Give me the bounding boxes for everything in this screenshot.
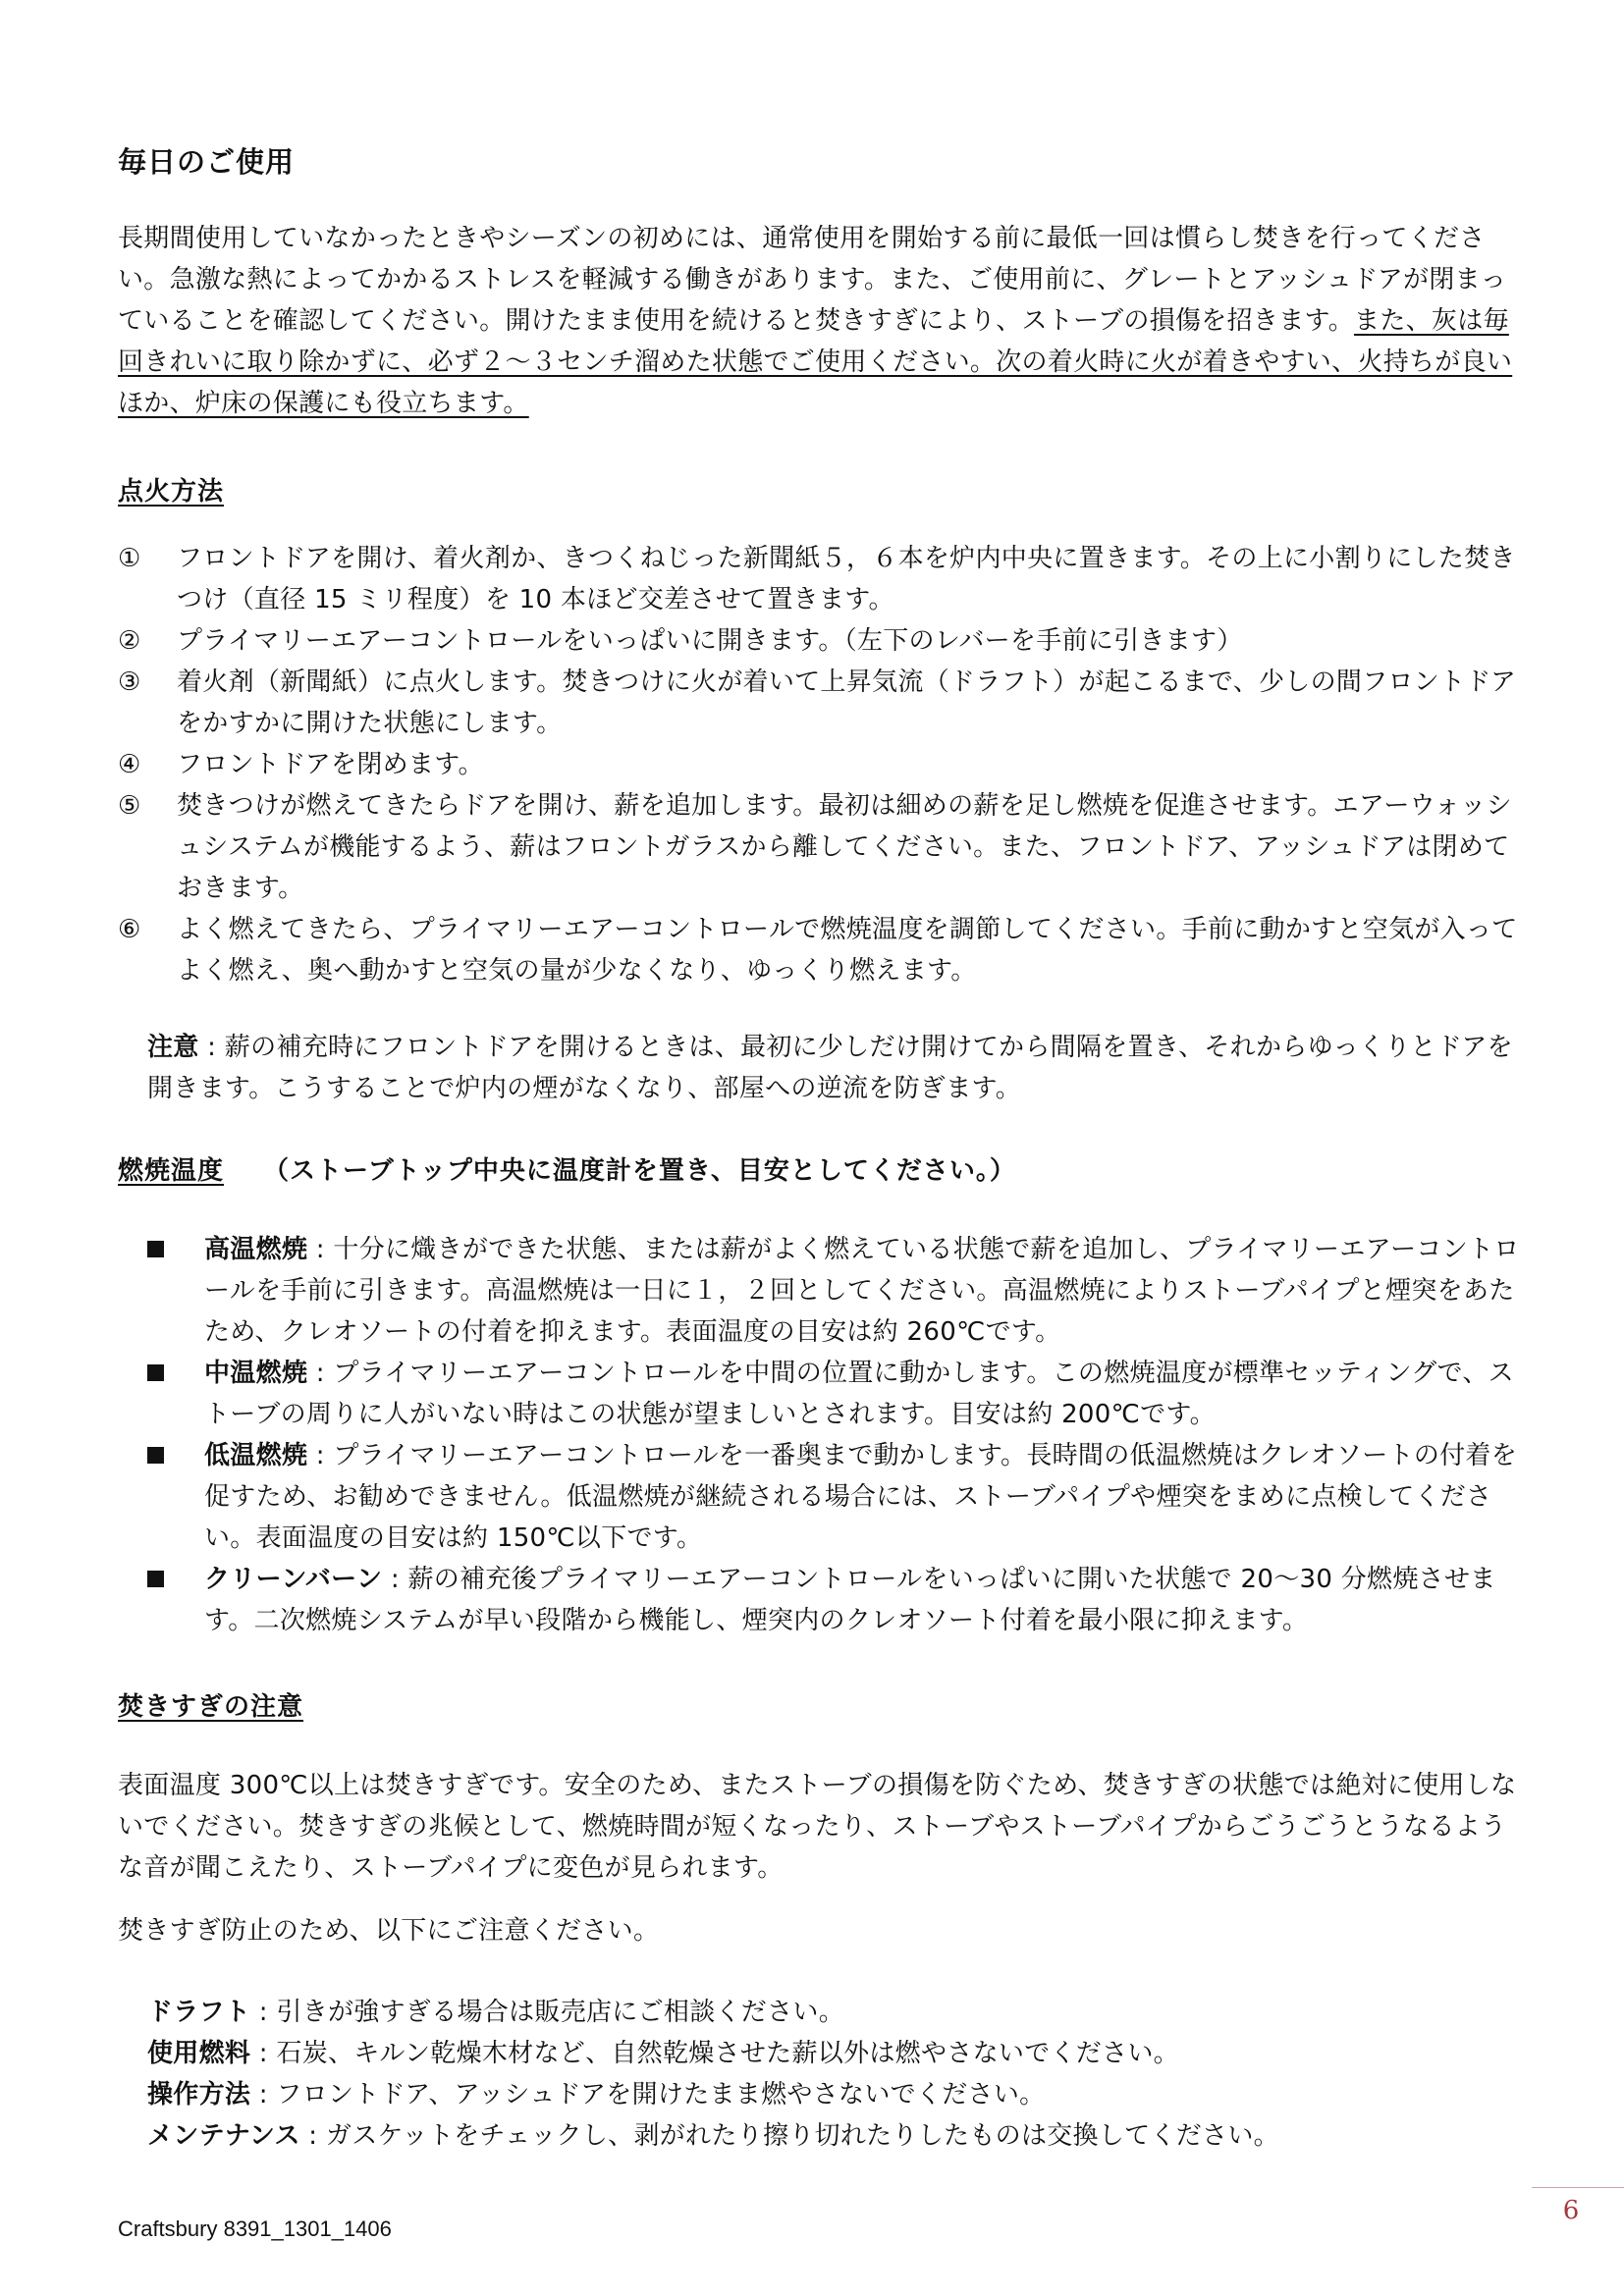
- step-text: プライマリーエアーコントロールをいっぱいに開きます。（左下のレバーを手前に引きます）: [177, 626, 1243, 656]
- list-item: [147, 2074, 1522, 2115]
- item-text: : フロントドア、アッシュドアを開けたまま燃やさないでください。: [250, 2080, 1046, 2109]
- ignition-step: [118, 785, 1532, 909]
- ignition-step: [118, 538, 1532, 620]
- item-text: : プライマリーエアーコントロールを一番奥まで動かします。長時間の低温燃焼はクレオソートの付着を促すため、お勧めできません。低温燃焼が継続される場合には、ストーブパイプや煙突をまめに点検してください。表面温度の目安は約 150℃以下です。: [204, 1441, 1518, 1553]
- section-title-ignition: 点火方法: [118, 477, 225, 507]
- item-label: 操作方法: [147, 2080, 251, 2109]
- step-number: ⑤: [118, 791, 141, 821]
- item-label: ドラフト: [147, 1998, 251, 2027]
- item-label: 高温燃焼: [204, 1235, 308, 1264]
- item-text: : ガスケットをチェックし、剥がれたり擦り切れたりしたものは交換してください。: [299, 2121, 1279, 2151]
- item-text: : 石炭、キルン乾燥木材など、自然乾燥させた薪以外は燃やさないでください。: [250, 2039, 1179, 2068]
- overfire-paragraph: 表面温度 300℃以上は焚きすぎです。安全のため、またストーブの損傷を防ぐため、焚きすぎの状態では絶対に使用しないでください。焚きすぎの兆候として、燃焼時間が短くなったり、ストーブやストーブパイプからごうごうとうなるような音が聞こえたり、ストーブパイプに変色が見られます。: [118, 1771, 1517, 1883]
- square-bullet-icon: [147, 1353, 204, 1435]
- list-item: [147, 1435, 1522, 1559]
- section-title-temperature: 燃焼温度: [118, 1156, 225, 1186]
- daily-use-underlined-text: また、灰は毎回きれいに取り除かずに、必ず２～３センチ溜めた状態でご使用ください。次の着火時に火が着きやすい、火持ちが良いほか、炉床の保護にも役立ちます。: [118, 306, 1513, 418]
- square-bullet-icon: [147, 1559, 204, 1641]
- square-bullet-icon: [147, 1229, 204, 1353]
- list-item: [147, 1229, 1522, 1353]
- square-bullet-icon: [147, 1435, 204, 1559]
- temperature-list: [147, 1229, 1522, 1641]
- ignition-step: [118, 620, 1532, 662]
- daily-use-paragraph: [118, 218, 1532, 424]
- caution-note: [147, 1027, 1522, 1109]
- item-label: 使用燃料: [147, 2039, 251, 2068]
- list-item: [147, 1353, 1522, 1435]
- step-text: 着火剤（新聞紙）に点火します。焚きつけに火が着いて上昇気流（ドラフト）が起こるまで、少しの間フロントドアをかすかに開けた状態にします。: [177, 667, 1517, 738]
- step-number: ⑥: [118, 915, 141, 944]
- overfire-intro: 焚きすぎ防止のため、以下にご注意ください。: [118, 1916, 660, 1946]
- temperature-subtitle: （ストーブトップ中央に温度計を置き、目安としてください。）: [263, 1156, 1016, 1186]
- step-number: ④: [118, 750, 141, 779]
- section-title-daily-use: 毎日のご使用: [118, 145, 296, 179]
- step-text: フロントドアを開け、着火剤か、きつくねじった新聞紙５，６本を炉内中央に置きます。その上に小割りにした焚きつけ（直径 15 ミリ程度）を 10 本ほど交差させて置きます。: [177, 544, 1516, 614]
- document-footer: Craftsbury 8391_1301_1406: [118, 2216, 392, 2241]
- page-number-rule: [1532, 2187, 1624, 2188]
- ignition-step: [118, 662, 1532, 744]
- item-label: メンテナンス: [147, 2121, 300, 2151]
- section-title-temperature-row: [118, 1150, 1016, 1187]
- ignition-step: [118, 909, 1532, 991]
- step-number: ①: [118, 544, 141, 573]
- overfire-list: [147, 1992, 1522, 2157]
- item-text: : 引きが強すぎる場合は販売店にご相談ください。: [250, 1998, 844, 2027]
- section-title-overfire: 焚きすぎの注意: [118, 1692, 304, 1722]
- ignition-step: [118, 744, 1532, 785]
- item-label: 中温燃焼: [204, 1359, 308, 1388]
- step-number: ②: [118, 626, 141, 656]
- list-item: [147, 1559, 1522, 1641]
- ignition-steps: [118, 538, 1532, 991]
- list-item: [147, 2033, 1522, 2074]
- step-text: フロントドアを閉めます。: [177, 750, 484, 779]
- caution-text: : 薪の補充時にフロントドアを開けるときは、最初に少しだけ開けてから間隔を置き、それからゆっくりとドアを開きます。こうすることで炉内の煙がなくなり、部屋への逆流を防ぎます。: [147, 1033, 1513, 1103]
- daily-use-text: 長期間使用していなかったときやシーズンの初めには、通常使用を開始する前に最低一回は慣らし焚きを行ってください。急激な熱によってかかるストレスを軽減する働きがあります。また、ご使用前に、グレートとアッシュドアが閉まっていることを確認してください。開けたまま使用を続けると焚きすぎにより、ストーブの損傷を招きます。: [118, 224, 1507, 336]
- list-item: [147, 2115, 1522, 2157]
- step-text: よく燃えてきたら、プライマリーエアーコントロールで燃焼温度を調節してください。手前に動かすと空気が入ってよく燃え、奥へ動かすと空気の量が少なくなり、ゆっくり燃えます。: [177, 915, 1518, 986]
- step-number: ③: [118, 667, 141, 697]
- item-text: : 十分に熾きができた状態、または薪がよく燃えている状態で薪を追加し、プライマリーエアーコントロールを手前に引きます。高温燃焼は一日に１，２回としてください。高温燃焼によりストーブパイプと煙突をあたため、クレオソートの付着を抑えます。表面温度の目安は約 260℃です。: [204, 1235, 1520, 1347]
- item-label: 低温燃焼: [204, 1441, 308, 1470]
- list-item: [147, 1992, 1522, 2033]
- caution-label: 注意: [147, 1033, 199, 1062]
- item-text: : プライマリーエアーコントロールを中間の位置に動かします。この燃焼温度が標準セッティングで、ストーブの周りに人がいない時はこの状態が望ましいとされます。目安は約 200℃です。: [204, 1359, 1514, 1429]
- item-text: : 薪の補充後プライマリーエアーコントロールをいっぱいに開いた状態で 20～30 分燃焼させます。二次燃焼システムが早い段階から機能し、煙突内のクレオソート付着を最小限に抑えます。: [204, 1565, 1496, 1635]
- item-label: クリーンバーン: [204, 1565, 383, 1594]
- step-text: 焚きつけが燃えてきたらドアを開け、薪を追加します。最初は細めの薪を足し燃焼を促進させます。エアーウォッシュシステムが機能するよう、薪はフロントガラスから離してください。また、フロントドア、アッシュドアは閉めておきます。: [177, 791, 1512, 903]
- page-number: 6: [1562, 2196, 1580, 2225]
